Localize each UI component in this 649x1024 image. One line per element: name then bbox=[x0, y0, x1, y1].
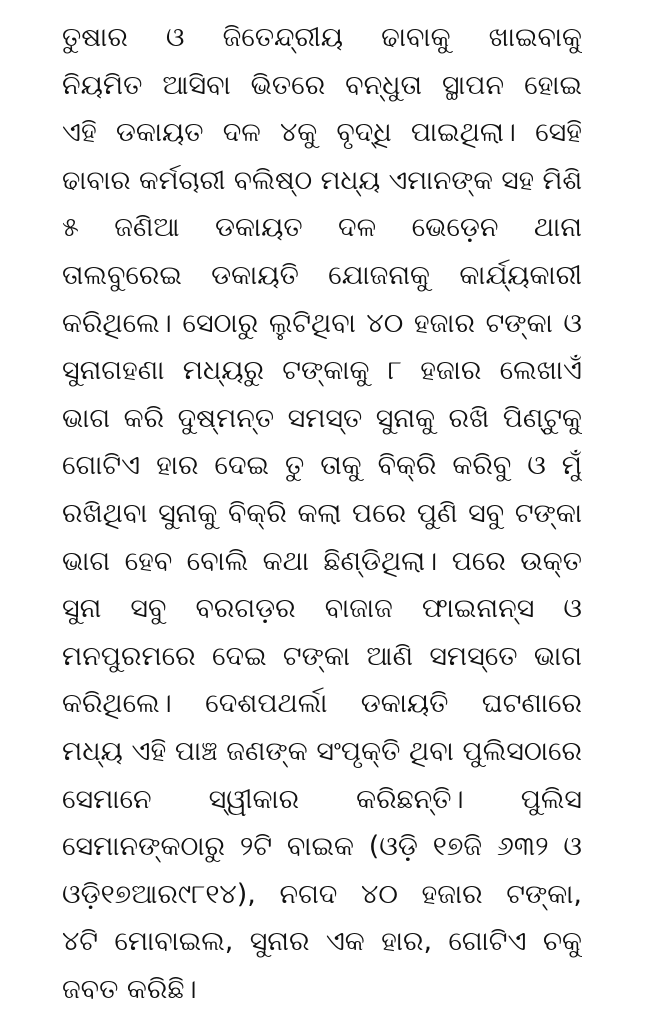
text-line-21: ଜବତ କରିଛି। bbox=[62, 973, 197, 1005]
text-line-2: ନିୟମିତ ଆସିବା ଭିତରେ ବନ୍ଧୁତା ସ୍ଥାପନ ହୋଇ bbox=[62, 69, 582, 101]
text-line-10: ଗୋଟିଏ ହାର ଦେଇ ତୁ ତାକୁ ବିକ୍ରି କରିବୁ ଓ ମୁଁ bbox=[62, 450, 582, 482]
text-line-7: କରିଥିଲେ। ସେଠାରୁ ଲୁଟିଥିବା ୪୦ ହଜାର ଟଙ୍କା ଓ bbox=[62, 307, 582, 339]
text-line-14: ମନପୁରମରେ ଦେଇ ଟଙ୍କା ଆଣି ସମସ୍ତେ ଭାଗ bbox=[62, 640, 582, 672]
text-line-6: ତାଲବୁରେଇ ଡକାୟତି ଯୋଜନାକୁ କାର୍ଯ୍ୟକାରୀ bbox=[62, 259, 582, 291]
text-line-4: ଢାବାର କର୍ମଚାରୀ ବଲିଷ୍ଠ ମଧ୍ୟ ଏମାନଙ୍କ ସହ ମିଶି bbox=[62, 164, 582, 196]
text-line-12: ଭାଗ ହେବ ବୋଲି କଥା ଛିଣ୍ଡିଥିଲା। ପରେ ଉକ୍ତ bbox=[62, 545, 582, 577]
text-line-16: ମଧ୍ୟ ଏହି ପାଞ୍ଚ ଜଣଙ୍କ ସଂପୃକ୍ତି ଥିବା ପୁଲିସଠାରେ bbox=[62, 735, 582, 767]
text-line-13: ସୁନା ସବୁ ବରଗଡ଼ର ବାଜାଜ ଫାଇନାନ୍ସ ଓ bbox=[62, 593, 582, 625]
text-line-11: ରଖିଥିବା ସୁନାକୁ ବିକ୍ରି କଲା ପରେ ପୁଣି ସବୁ ଟଙ୍କା bbox=[62, 497, 582, 529]
text-line-1: ତୁଷାର ଓ ଜିତେନ୍ଦ୍ରୀୟ ଢାବାକୁ ଖାଇବାକୁ bbox=[62, 22, 582, 53]
article-text bbox=[62, 14, 582, 1013]
text-line-18: ସେମାନଙ୍କଠାରୁ ୨ଟି ବାଇକ (ଓଡ଼ି ୧୭ଜି ୬୩୨ ଓ bbox=[62, 831, 582, 863]
text-line-15: କରିଥିଲେ। ଦେଶପଥର୍ଲା ଡକାୟତି ଘଟଣାରେ bbox=[62, 688, 582, 720]
text-line-5: ୫ ଜଣିଆ ଡକାୟତ ଦଳ ଭେଡ଼େନ ଥାନା bbox=[62, 212, 582, 244]
text-line-20: ୪ଟି ମୋବାଇଲ, ସୁନାର ଏକ ହାର, ଗୋଟିଏ ଚକୁ bbox=[62, 926, 582, 958]
text-line-3: ଏହି ଡକାୟତ ଦଳ ୪କୁ ବୃଦ୍ଧି ପାଇଥିଲା। ସେହି bbox=[62, 117, 582, 149]
text-line-8: ସୁନାଗହଣା ମଧ୍ୟରୁ ଟଙ୍କାକୁ ୮ ହଜାର ଲେଖାଏଁ bbox=[62, 355, 582, 387]
text-line-19: ଓଡ଼ି୧୭ଆର୯୮୧୪), ନଗଦ ୪୦ ହଜାର ଟଙ୍କା, bbox=[62, 878, 582, 910]
text-line-9: ଭାଗ କରି ଦୁଷ୍ମନ୍ତ ସମସ୍ତ ସୁନାକୁ ରଖି ପିଣ୍ଟୁକୁ bbox=[62, 402, 582, 434]
text-line-17: ସେମାନେ ସ୍ୱୀକାର କରିଛନ୍ତି। ପୁଲିସ bbox=[62, 783, 582, 815]
